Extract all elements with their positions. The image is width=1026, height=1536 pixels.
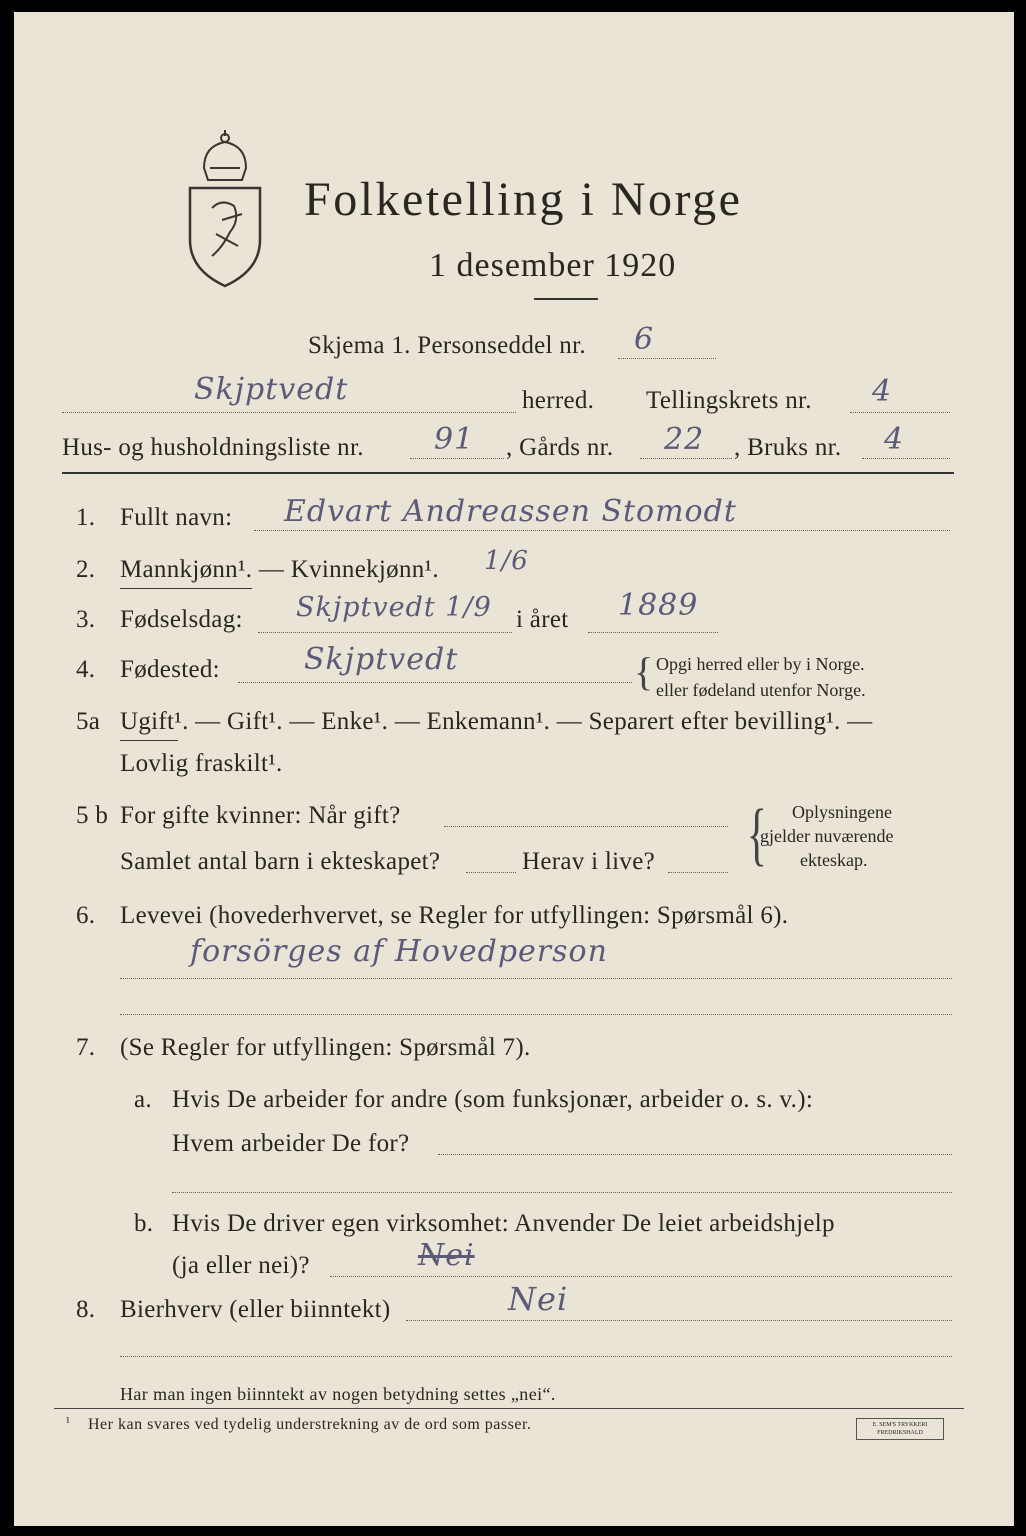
footnote-mark: ¹ — [66, 1414, 70, 1429]
q2-gender-options: Mannkjønn¹. — Kvinnekjønn¹. — [120, 556, 439, 583]
secondary-income-value[interactable]: Nei — [508, 1280, 569, 1318]
q1-label: Fullt navn: — [120, 504, 233, 531]
q4-brace: { — [634, 649, 654, 694]
q5b-note-2: gjelder nuværende — [760, 826, 894, 846]
birthplace-value[interactable]: Skjptvedt — [304, 642, 459, 677]
q5a-number: 5a — [76, 708, 101, 735]
q5b-alive-label: Herav i live? — [522, 848, 656, 875]
q5a-options: Ugift¹. — Gift¹. — Enke¹. — Enkemann¹. — Separert efter bevilling¹. — — [120, 708, 873, 735]
gender-underline — [120, 588, 252, 589]
footnote: Her kan svares ved tydelig understrekning av de ord som passer. — [88, 1416, 532, 1433]
personseddel-nr[interactable]: 6 — [634, 322, 655, 357]
skjema-label: Skjema 1. Personseddel nr. — [308, 332, 586, 359]
q7b-line1: Hvis De driver egen virksomhet: Anvender De leiet arbeidshjelp — [172, 1210, 835, 1237]
q7a-line1: Hvis De arbeider for andre (som funksjonær, arbeider o. s. v.): — [172, 1086, 814, 1113]
q4-note-2: eller fødeland utenfor Norge. — [656, 680, 866, 700]
q1-number: 1. — [76, 504, 96, 531]
q6-number: 6. — [76, 902, 96, 929]
full-name-value[interactable]: Edvart Andreassen Stomodt — [284, 494, 737, 529]
q5b-children-label: Samlet antal barn i ekteskapet? — [120, 848, 441, 875]
tellingskrets-label: Tellingskrets nr. — [646, 387, 812, 414]
census-date: 1 desember 1920 — [429, 247, 677, 284]
q2-handwritten-note: 1/6 — [484, 546, 529, 576]
q7a-letter: a. — [134, 1086, 152, 1113]
bruks-value[interactable]: 4 — [884, 422, 905, 457]
q7b-letter: b. — [134, 1210, 154, 1237]
q8-number: 8. — [76, 1296, 96, 1323]
q5b-brace: { — [746, 796, 767, 873]
coat-of-arms-icon — [182, 128, 268, 290]
tellingskrets-value[interactable]: 4 — [872, 374, 893, 409]
q7b-line2: (ja eller nei)? — [172, 1252, 310, 1279]
bruks-label: , Bruks nr. — [734, 434, 842, 461]
herred-label: herred. — [522, 387, 595, 414]
q6-label: Levevei (hovederhvervet, se Regler for utfyllingen: Spørsmål 6). — [120, 902, 789, 929]
gards-value[interactable]: 22 — [664, 422, 705, 457]
census-form — [14, 12, 1014, 1526]
footer-rule — [54, 1408, 964, 1409]
birth-year-value[interactable]: 1889 — [618, 588, 699, 623]
marital-underline — [120, 740, 178, 741]
q7-number: 7. — [76, 1034, 96, 1061]
footer-note: Har man ingen biinntekt av nogen betydning settes „nei“. — [120, 1384, 556, 1404]
gards-label: , Gårds nr. — [506, 434, 614, 461]
q7-label: (Se Regler for utfyllingen: Spørsmål 7). — [120, 1034, 531, 1061]
q5b-note-3: ekteskap. — [800, 850, 868, 870]
printer-stamp: E. SEM'S TRYKKERI FREDRIKSHALD — [856, 1418, 944, 1440]
q3-number: 3. — [76, 606, 96, 633]
q7a-line2: Hvem arbeider De for? — [172, 1130, 410, 1157]
q4-note-1: Opgi herred eller by i Norge. — [656, 654, 865, 674]
q2-number: 2. — [76, 556, 96, 583]
q7b-value[interactable]: Nei — [418, 1238, 475, 1273]
q8-label: Bierhverv (eller biinntekt) — [120, 1296, 391, 1323]
herred-value[interactable]: Skjptvedt — [194, 372, 349, 407]
title-divider — [534, 298, 598, 300]
hus-value[interactable]: 91 — [434, 422, 475, 457]
form-title: Folketelling i Norge — [304, 173, 743, 226]
header-rule — [62, 472, 954, 474]
hus-label: Hus- og husholdningsliste nr. — [62, 434, 364, 461]
q4-number: 4. — [76, 656, 96, 683]
birthday-value[interactable]: Skjptvedt 1/9 — [296, 592, 492, 623]
q4-label: Fødested: — [120, 656, 220, 683]
q5b-note-1: Oplysningene — [792, 802, 892, 822]
occupation-value[interactable]: forsörges af Hovedperson — [190, 934, 608, 969]
q3-label: Fødselsdag: — [120, 606, 243, 633]
year-label: i året — [516, 606, 569, 633]
q5a-line2: Lovlig fraskilt¹. — [120, 750, 283, 777]
q5b-line1: For gifte kvinner: Når gift? — [120, 802, 401, 829]
q5b-number: 5 b — [76, 802, 109, 829]
